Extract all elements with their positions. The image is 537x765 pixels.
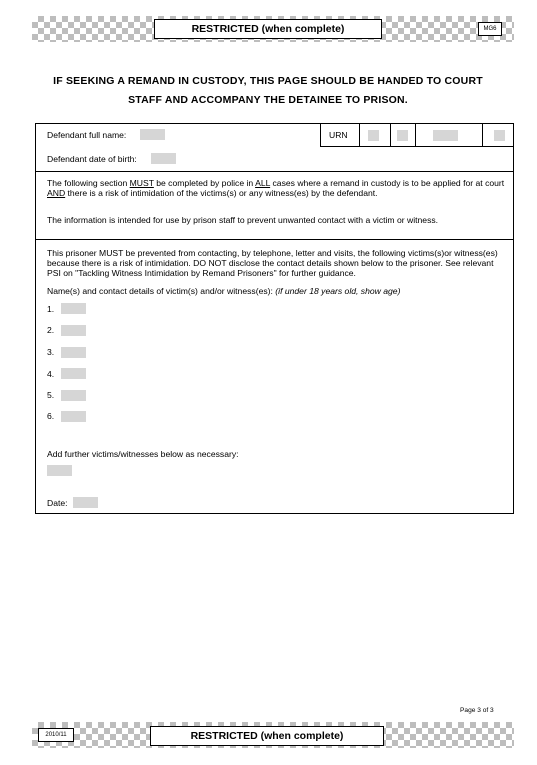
victim-item-2-number: 2. xyxy=(47,325,55,335)
prison-staff-note: The information is intended for use by prison staff to prevent unwanted contact with a victim or witness. xyxy=(47,215,439,225)
urn-label: URN xyxy=(329,130,348,140)
date-label: Date: xyxy=(47,498,68,508)
urn-field-4[interactable] xyxy=(494,130,505,141)
urn-vline-3 xyxy=(390,124,391,147)
victim-item-1-field[interactable] xyxy=(61,303,86,314)
victim-item-4-number: 4. xyxy=(47,369,55,379)
custody-notice-line2: STAFF AND ACCOMPANY THE DETAINEE TO PRISON. xyxy=(128,94,408,106)
section-divider-1 xyxy=(36,171,513,172)
restricted-banner: RESTRICTED (when complete) xyxy=(154,19,382,39)
urn-vline-4 xyxy=(415,124,416,147)
urn-divider xyxy=(320,146,513,147)
instruction-text-d: there is a risk of intimidation of the victims(s) or any witness(es) by the defendant. xyxy=(65,188,378,198)
victim-item-5-number: 5. xyxy=(47,390,55,400)
form-frame xyxy=(35,123,514,514)
victim-names-label: Name(s) and contact details of victim(s) and/or witness(es): xyxy=(47,286,273,296)
victim-item-3-number: 3. xyxy=(47,347,55,357)
victim-item-1-number: 1. xyxy=(47,304,55,314)
version-tag: 2010/11 xyxy=(38,728,74,742)
urn-field-2[interactable] xyxy=(397,130,408,141)
page-number: Page 3 of 3 xyxy=(460,707,494,714)
defendant-dob-field[interactable] xyxy=(151,153,176,164)
section-divider-2 xyxy=(36,239,513,240)
victim-item-6-number: 6. xyxy=(47,411,55,421)
custody-notice xyxy=(34,72,502,110)
urn-vline-1 xyxy=(320,124,321,147)
instruction-text-a: The following section xyxy=(47,178,130,188)
add-victims-field[interactable] xyxy=(47,465,72,476)
urn-vline-2 xyxy=(359,124,360,147)
victim-item-3-field[interactable] xyxy=(61,347,86,358)
custody-notice-line1: IF SEEKING A REMAND IN CUSTODY, THIS PAGE SHOULD BE HANDED TO COURT xyxy=(53,75,483,87)
restricted-footer-banner: RESTRICTED (when complete) xyxy=(150,726,384,746)
instruction-must: MUST xyxy=(129,178,154,188)
victim-item-4-field[interactable] xyxy=(61,368,86,379)
victim-names-label-row xyxy=(47,286,400,296)
victim-names-hint: (if under 18 years old, show age) xyxy=(275,286,401,296)
instruction-and: AND xyxy=(47,188,66,198)
form-code: MG6 xyxy=(478,22,502,36)
victim-item-6-field[interactable] xyxy=(61,411,86,422)
victim-item-2-field[interactable] xyxy=(61,325,86,336)
urn-field-3[interactable] xyxy=(433,130,458,141)
instruction-all: ALL xyxy=(255,178,271,188)
defendant-name-field[interactable] xyxy=(140,129,165,140)
prisoner-contact-instruction: This prisoner MUST be prevented from contacting, by telephone, letter and visits, the following victims(s)or witness(es) because there is a risk of intimidation. DO NOT disclose the contact details shown below to the prisoner. See relevant PSI on "Tackling Witness Intimidation by Remand Prisoners" for further guidance. xyxy=(47,248,498,278)
defendant-dob-label: Defendant date of birth: xyxy=(47,154,137,164)
defendant-name-label: Defendant full name: xyxy=(47,130,127,140)
restricted-header-band xyxy=(32,16,514,42)
restricted-footer-band xyxy=(32,722,514,748)
date-field[interactable] xyxy=(73,497,98,508)
instruction-text-b: be completed by police in xyxy=(153,178,256,188)
victim-item-5-field[interactable] xyxy=(61,390,86,401)
instruction-text-c: cases where a remand in custody is to be applied for at court xyxy=(270,178,505,188)
police-instruction xyxy=(47,178,505,198)
urn-field-1[interactable] xyxy=(368,130,379,141)
urn-vline-5 xyxy=(482,124,483,147)
add-victims-label: Add further victims/witnesses below as necessary: xyxy=(47,449,239,459)
